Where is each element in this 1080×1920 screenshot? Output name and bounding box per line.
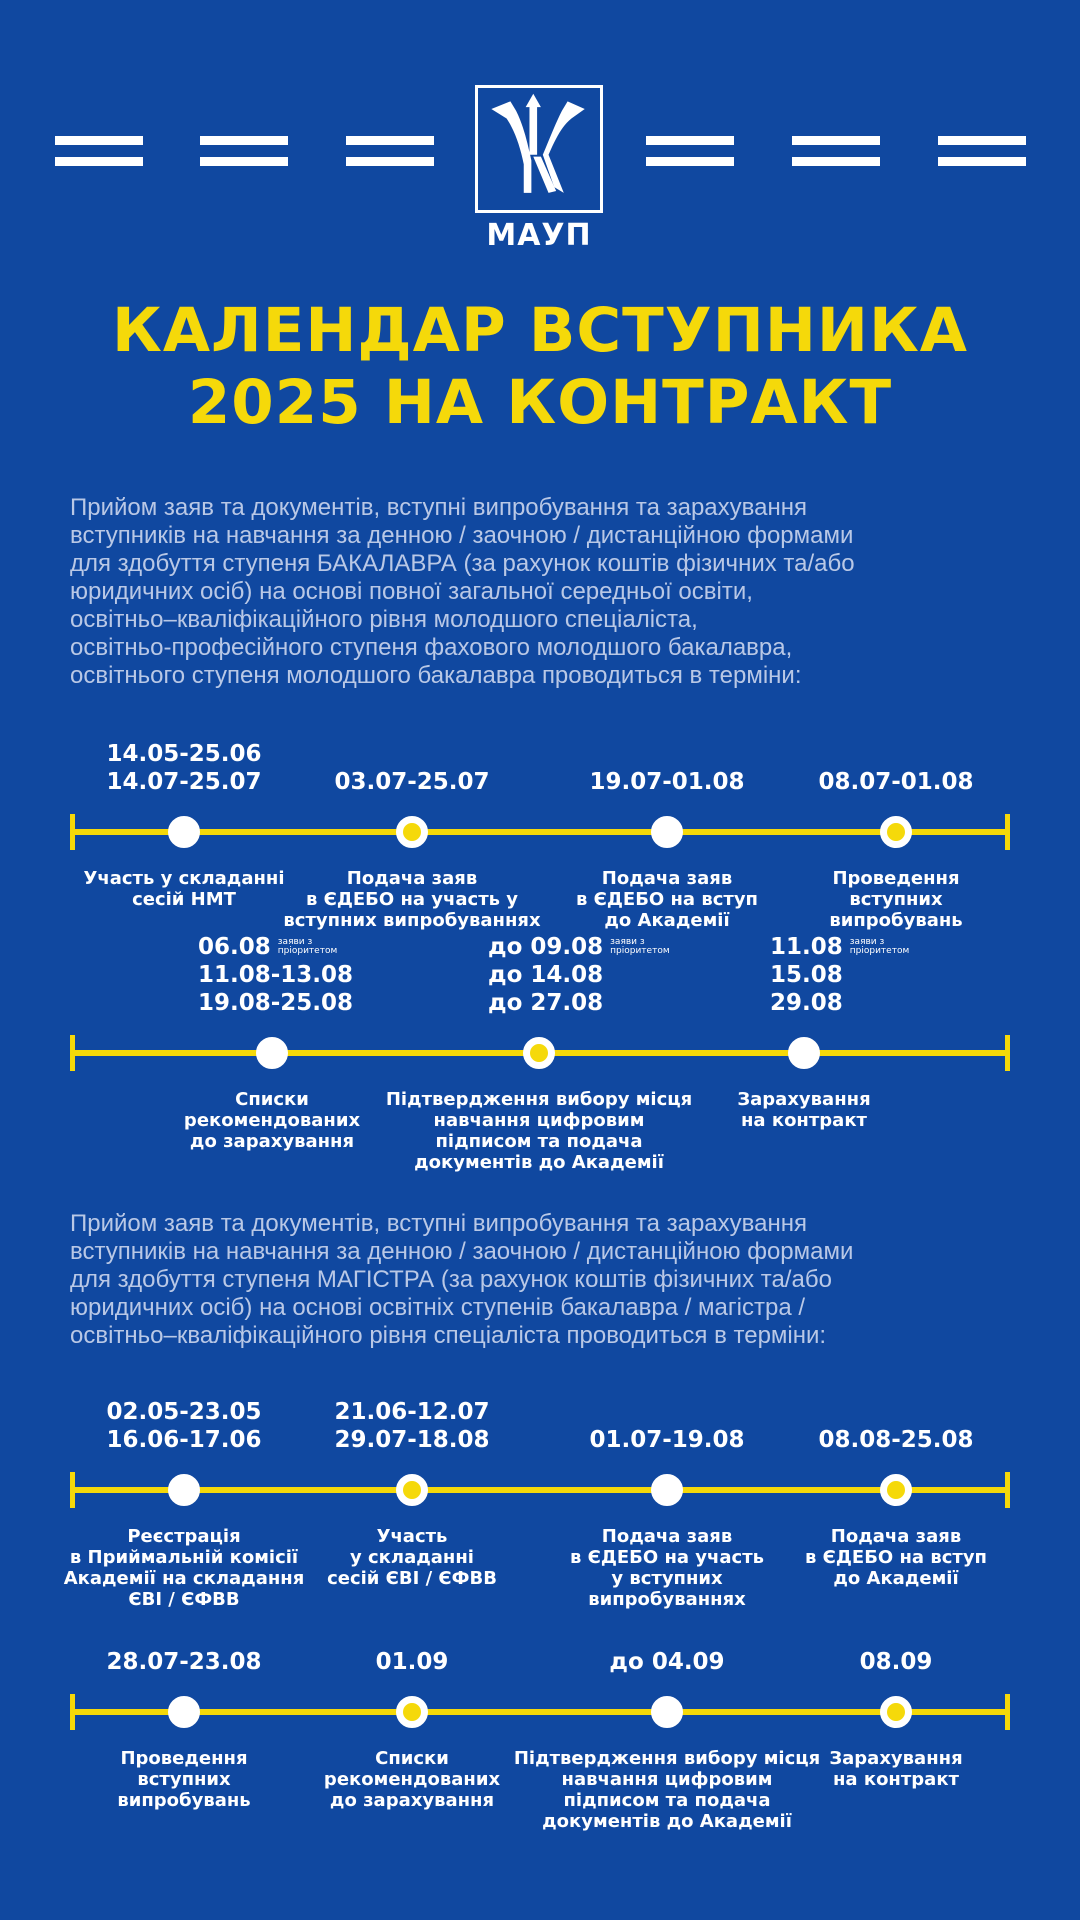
master-intro (70, 1210, 1030, 1350)
decorative-dash (938, 136, 1026, 166)
label-line: Проведення (120, 1748, 248, 1769)
timeline-dot (651, 816, 683, 848)
date-block (334, 1398, 489, 1454)
date-text: 03.07-25.07 (334, 769, 490, 795)
label-line: підписом та подача (435, 1131, 643, 1152)
event-label (576, 868, 758, 931)
timeline-dot (651, 1474, 683, 1506)
label-line: вступних (137, 1769, 231, 1790)
date-block (860, 1648, 933, 1676)
decorative-dash (55, 136, 143, 166)
timeline-dot (788, 1037, 820, 1069)
timeline-dot (256, 1037, 288, 1069)
date-text: 19.07-01.08 (589, 769, 745, 795)
title-line: КАЛЕНДАР ВСТУПНИКА (111, 295, 969, 366)
date-block (488, 933, 670, 1017)
label-line: до Академії (604, 910, 730, 931)
label-line: Подача заяв (830, 1526, 962, 1547)
label-line: Проведення (832, 868, 960, 889)
label-line: Участь у складанні (83, 868, 285, 889)
label-line: Зарахування (737, 1089, 871, 1110)
timeline-dot (651, 1696, 683, 1728)
date-text: 11.08-13.08 (198, 962, 354, 988)
timeline-dot (168, 1474, 200, 1506)
intro-line: Прийом заяв та документів, вступні випробування та зарахування (70, 494, 807, 521)
event-label (514, 1748, 820, 1832)
date-text: 15.08 (770, 962, 843, 988)
label-line: в ЄДЕБО на вступ (805, 1547, 987, 1568)
date-block (106, 1398, 261, 1454)
date-text: 14.07-25.07 (106, 769, 262, 795)
label-line: Зарахування (829, 1748, 963, 1769)
event-label (829, 868, 962, 931)
intro-line: освітнього ступеня молодшого бакалавра проводиться в терміни: (70, 662, 802, 689)
timeline-dot (168, 1696, 200, 1728)
decorative-dash (646, 136, 734, 166)
timeline-dot (168, 816, 200, 848)
label-line: в ЄДЕБО на вступ (576, 889, 758, 910)
title-line: 2025 НА КОНТРАКТ (187, 367, 893, 438)
date-text: 19.08-25.08 (198, 990, 354, 1016)
intro-line: освітньо–кваліфікаційного рівня спеціаліста проводиться в терміни: (70, 1322, 827, 1349)
label-line: випробуваннях (588, 1589, 746, 1610)
date-block (198, 933, 353, 1017)
logo-icon (475, 85, 603, 213)
priority-note: заяви з пріоритетом (849, 937, 910, 956)
timeline-dot (880, 816, 912, 848)
intro-line: для здобуття ступеня БАКАЛАВРА (за рахунок коштів фізичних та/або (70, 550, 855, 577)
timeline-cap (1005, 1035, 1010, 1071)
label-line: на контракт (833, 1769, 959, 1790)
date-text: 16.06-17.06 (106, 1427, 262, 1453)
intro-line: юридичних осіб) на основі повної загальної середньої освіти, (70, 578, 753, 605)
date-text: 11.08 (770, 934, 843, 960)
label-line: Подача заяв (346, 868, 478, 889)
timeline-cap (1005, 1472, 1010, 1508)
date-text: до 27.08 (488, 990, 604, 1016)
date-text: 08.07-01.08 (818, 769, 974, 795)
timeline-cap (70, 814, 75, 850)
timeline-line (72, 829, 1008, 835)
event-label (829, 1748, 962, 1790)
date-block (609, 1648, 724, 1676)
label-line: Підтвердження вибору місця (513, 1748, 821, 1769)
timeline-cap (70, 1035, 75, 1071)
label-line: до Академії (833, 1568, 959, 1589)
label-line: вступних випробуваннях (283, 910, 541, 931)
decorative-dash (200, 136, 288, 166)
decorative-dash (346, 136, 434, 166)
label-line: сесій ЄВІ / ЄФВВ (327, 1568, 497, 1589)
timeline-line (72, 1709, 1008, 1715)
label-line: Подача заяв (601, 868, 733, 889)
event-label (737, 1089, 870, 1131)
date-text: 29.08 (770, 990, 843, 1016)
date-block (589, 768, 744, 796)
timeline-cap (1005, 814, 1010, 850)
date-text: до 14.08 (488, 962, 604, 988)
timeline-dot (880, 1474, 912, 1506)
date-text: до 04.09 (609, 1649, 725, 1675)
date-block (589, 1426, 744, 1454)
label-line: Реєстрація (127, 1526, 241, 1547)
label-line: у складанні (350, 1547, 474, 1568)
date-text: 08.08-25.08 (818, 1427, 974, 1453)
event-label (184, 1089, 360, 1152)
label-line: Списки (375, 1748, 449, 1769)
label-line: вступних (849, 889, 943, 910)
intro-line: освітньо–кваліфікаційного рівня молодшого спеціаліста, (70, 606, 698, 633)
date-text: 14.05-25.06 (106, 741, 262, 767)
event-label (83, 868, 284, 910)
label-line: на контракт (741, 1110, 867, 1131)
event-label (327, 1526, 497, 1589)
event-label (570, 1526, 764, 1610)
page-title (0, 295, 1080, 439)
date-block (106, 1648, 261, 1676)
date-text: 29.07-18.08 (334, 1427, 490, 1453)
label-line: Підтвердження вибору місця (385, 1089, 693, 1110)
event-label (283, 868, 540, 931)
label-line: ЄВІ / ЄФВВ (128, 1589, 240, 1610)
date-text: 08.09 (859, 1649, 933, 1675)
timeline-dot (523, 1037, 555, 1069)
priority-note: заяви з пріоритетом (277, 937, 338, 956)
label-line: до зарахування (329, 1790, 495, 1811)
label-line: випробувань (117, 1790, 251, 1811)
label-line: навчання цифровим (433, 1110, 645, 1131)
event-label (805, 1526, 987, 1589)
date-text: 06.08 (198, 934, 271, 960)
label-line: Академії на складання (63, 1568, 305, 1589)
date-block (106, 740, 261, 796)
timeline-dot (396, 816, 428, 848)
label-line: рекомендованих (183, 1110, 361, 1131)
timeline-cap (1005, 1694, 1010, 1730)
timeline-dot (880, 1696, 912, 1728)
label-line: сесій НМТ (132, 889, 236, 910)
event-label (117, 1748, 250, 1811)
intro-line: юридичних осіб) на основі освітніх ступенів бакалавра / магістра / (70, 1294, 806, 1321)
label-line: підписом та подача (563, 1790, 771, 1811)
label-line: документів до Академії (542, 1811, 792, 1832)
event-label (386, 1089, 692, 1173)
timeline-cap (70, 1472, 75, 1508)
label-line: документів до Академії (414, 1152, 664, 1173)
label-line: до зарахування (189, 1131, 355, 1152)
timeline-cap (70, 1694, 75, 1730)
label-line: в Приймальній комісії (69, 1547, 299, 1568)
label-line: Участь (376, 1526, 448, 1547)
label-line: Списки (235, 1089, 309, 1110)
date-block (376, 1648, 449, 1676)
label-line: випробувань (829, 910, 963, 931)
priority-note: заяви з пріоритетом (610, 937, 670, 956)
timeline-dot (396, 1696, 428, 1728)
event-label (324, 1748, 500, 1811)
date-text: 01.09 (375, 1649, 449, 1675)
label-line: в ЄДЕБО на участь у (305, 889, 519, 910)
intro-line: Прийом заяв та документів, вступні випробування та зарахування (70, 1210, 807, 1237)
bachelor-intro (70, 494, 1030, 690)
label-line: навчання цифровим (561, 1769, 773, 1790)
label-line: у вступних (611, 1568, 723, 1589)
label-line: Подача заяв (601, 1526, 733, 1547)
event-label (64, 1526, 305, 1610)
date-block (770, 933, 909, 1017)
date-text: 21.06-12.07 (334, 1399, 490, 1425)
date-text: 01.07-19.08 (589, 1427, 745, 1453)
label-line: в ЄДЕБО на участь (569, 1547, 765, 1568)
date-text: до 09.08 (488, 934, 604, 960)
date-block (818, 1426, 973, 1454)
logo-text: МАУП (486, 218, 592, 253)
intro-line: для здобуття ступеня МАГІСТРА (за рахунок коштів фізичних та/або (70, 1266, 832, 1293)
decorative-dash (792, 136, 880, 166)
date-block (818, 768, 973, 796)
label-line: рекомендованих (323, 1769, 501, 1790)
timeline-line (72, 1487, 1008, 1493)
date-block (334, 768, 489, 796)
intro-line: освітньо-професійного ступеня фахового молодшого бакалавра, (70, 634, 793, 661)
header (0, 0, 1080, 260)
intro-line: вступників на навчання за денною / заочною / дистанційною формами (70, 522, 854, 549)
date-text: 28.07-23.08 (106, 1649, 262, 1675)
timeline-dot (396, 1474, 428, 1506)
date-text: 02.05-23.05 (106, 1399, 262, 1425)
intro-line: вступників на навчання за денною / заочною / дистанційною формами (70, 1238, 854, 1265)
